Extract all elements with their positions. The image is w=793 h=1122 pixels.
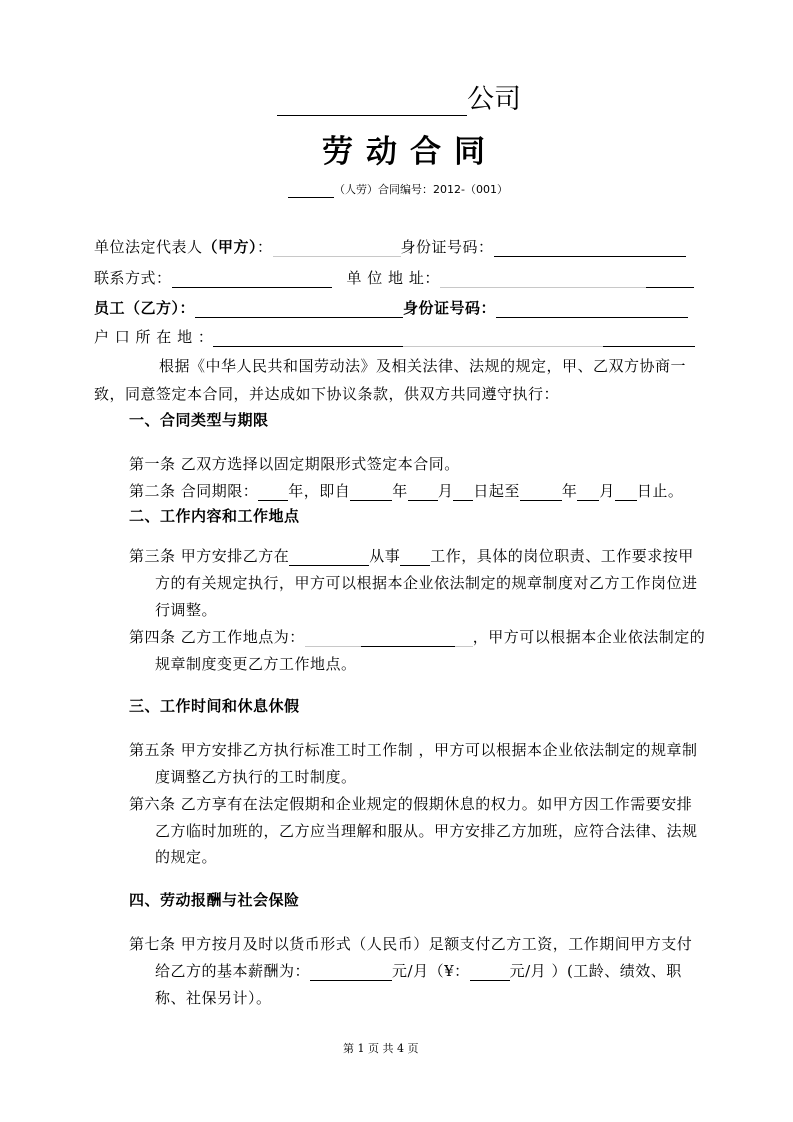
article-7-label: 给乙方的基本薪酬为： [155,962,311,980]
rep-id-label: 身份证号码： [400,238,494,256]
article-7-unit: 元/月（¥： [392,962,470,980]
article-3-engage: 从事 [369,547,401,565]
section-3-heading: 三、工作时间和休息休假 [129,697,300,715]
preamble-line-1: 根据《中华人民共和国劳动法》及相关法律、法规的规定，甲、乙双方协商一 [159,357,687,375]
employee-line [94,298,688,318]
start-month-field[interactable] [408,484,438,501]
base-salary-field[interactable] [310,964,392,981]
page-number: 第 1 页 共 4 页 [343,1042,419,1055]
hukou-field-b[interactable] [403,330,603,347]
article-6-line-2: 乙方临时加班的，乙方应当理解和服从。甲方安排乙方加班，应符合法律、法规 [155,822,698,840]
hukou-label: 户 口 所 在 地 ： [94,328,214,346]
rep-line [94,237,686,257]
article-3-line-1 [129,546,694,566]
work-department-field[interactable] [289,549,369,566]
contact-line [94,268,694,288]
base-salary-number-field[interactable] [470,964,510,981]
article-2-from: 日起至 [473,482,520,500]
hukou-field-c[interactable] [603,330,695,347]
work-location-field-b[interactable] [361,630,455,647]
article-3-line-3: 行调整。 [155,601,218,619]
section-4-heading: 四、劳动报酬与社会保险 [129,891,300,909]
employee-label: 员工（乙方）： [94,299,196,317]
article-2 [129,481,683,501]
rep-id-field[interactable] [494,240,686,257]
article-2-end: 日止。 [636,482,684,500]
company-name-line [277,84,521,116]
rep-colon: ： [257,238,273,256]
hukou-field-a[interactable] [213,330,403,347]
article-3-rest: 工作，具体的岗位职责、工作要求按甲 [430,547,694,565]
article-2-y: 年 [392,482,408,500]
address-field-a[interactable] [440,271,646,288]
article-4-line-1 [129,627,705,647]
section-2-heading: 二、工作内容和工作地点 [129,507,300,525]
section-1-heading: 一、合同类型与期限 [129,411,269,429]
article-6-line-3: 的规定。 [155,848,218,866]
article-7-rest: 元/月 ）(工龄、绩效、职 [509,962,682,980]
end-month-field[interactable] [577,484,599,501]
contact-label: 联系方式： [94,269,172,287]
article-7-line-2 [155,961,682,981]
employee-name-field[interactable] [195,301,403,318]
contract-number-line [288,182,508,198]
article-6-line-1: 第六条 乙方享有在法定假期和企业规定的假期休息的权力。如甲方因工作需要安排 [129,795,693,813]
article-4-rest: ，甲方可以根据本企业依法制定的 [472,628,706,646]
company-name-blank [277,85,467,116]
article-7-line-3: 称、社保另计）。 [155,989,272,1007]
rep-party: （甲方） [202,238,258,256]
term-years-field[interactable] [258,484,288,501]
start-year-field[interactable] [350,484,392,501]
article-2-m: 月 [437,482,454,500]
company-suffix: 公司 [467,84,521,115]
article-5-line-1: 第五条 甲方安排乙方执行标准工时工作制 ，甲方可以根据本企业依法制定的规章制 [129,741,698,759]
preamble-line-2: 致，同意签定本合同，并达成如下协议条款，供双方共同遵守执行： [94,385,560,403]
hukou-line [94,327,695,347]
contact-field[interactable] [172,271,332,288]
article-2-y2: 年 [561,482,578,500]
address-field-b[interactable] [646,271,694,288]
article-2-m2: 月 [599,482,615,500]
work-location-field-a[interactable] [305,630,361,647]
rep-name-field[interactable] [273,240,401,257]
contract-prefix-blank [288,185,334,198]
article-1: 第一条 乙双方选择以固定期限形式签定本合同。 [129,455,460,473]
article-4-line-2: 规章制度变更乙方工作地点。 [155,655,357,673]
employee-id-field[interactable] [496,301,688,318]
rep-label: 单位法定代表人 [94,238,203,256]
article-2-label: 第二条 合同期限： [129,482,259,500]
article-4-label: 第四条 乙方工作地点为： [129,628,305,646]
document-title: 劳动合同 [322,134,498,170]
article-7-line-1: 第七条 甲方按月及时以货币形式（人民币）足额支付乙方工资，工作期间甲方支付 [129,935,693,953]
work-position-field[interactable] [400,549,430,566]
address-label: 单 位 地 址： [346,269,440,287]
employee-id-label: 身份证号码： [403,299,497,317]
article-2-year-text: 年，即自 [288,482,351,500]
end-year-field[interactable] [520,484,562,501]
end-day-field[interactable] [615,484,637,501]
contract-number-label: （人劳）合同编号：2012-（001） [334,183,508,196]
article-5-line-2: 度调整乙方执行的工时制度。 [155,768,357,786]
work-location-field-c[interactable] [455,630,473,647]
article-3-line-2: 方的有关规定执行，甲方可以根据本企业依法制定的规章制度对乙方工作岗位进 [155,574,698,592]
start-day-field[interactable] [453,484,473,501]
article-3-label: 第三条 甲方安排乙方在 [129,547,290,565]
